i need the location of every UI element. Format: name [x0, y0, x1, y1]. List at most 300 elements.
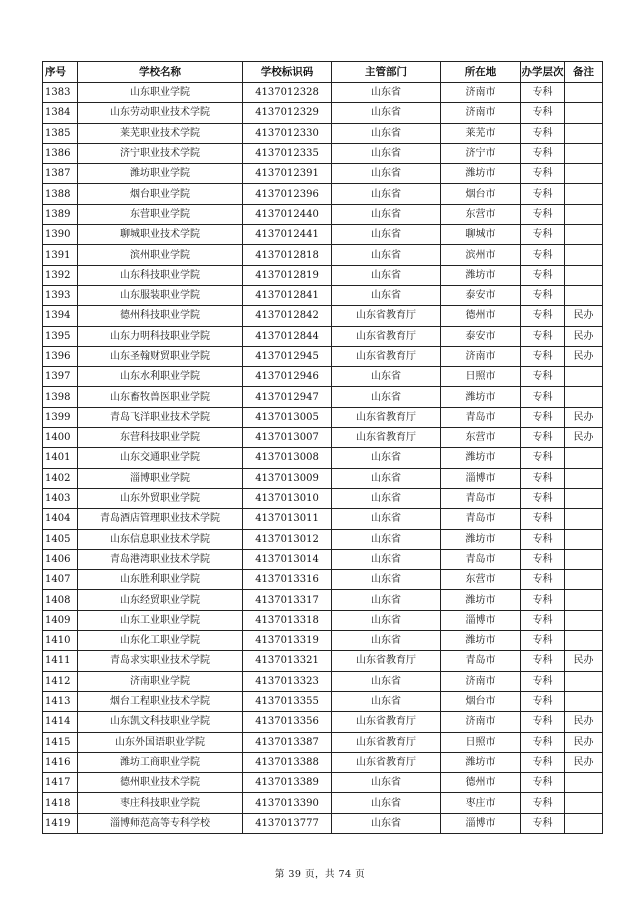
cell-location: 烟台市	[441, 184, 521, 204]
table-body	[43, 83, 603, 834]
cell-school-code: 4137012946	[243, 367, 332, 387]
cell-remark: 民办	[565, 651, 603, 671]
cell-location: 日照市	[441, 367, 521, 387]
cell-school-name: 青岛港湾职业技术学院	[78, 549, 243, 569]
cell-school-name: 济南职业学院	[78, 671, 243, 691]
cell-authority: 山东省	[332, 529, 441, 549]
cell-index: 1393	[43, 285, 78, 305]
cell-index: 1410	[43, 631, 78, 651]
cell-location: 潍坊市	[441, 387, 521, 407]
cell-school-name: 济宁职业技术学院	[78, 143, 243, 163]
cell-level: 专科	[521, 509, 565, 529]
table-row	[43, 651, 603, 671]
cell-school-code: 4137012842	[243, 306, 332, 326]
cell-remark: 民办	[565, 712, 603, 732]
cell-remark: 民办	[565, 306, 603, 326]
cell-location: 济南市	[441, 346, 521, 366]
cell-index: 1385	[43, 123, 78, 143]
cell-level: 专科	[521, 326, 565, 346]
cell-school-code: 4137013007	[243, 428, 332, 448]
table-row	[43, 123, 603, 143]
cell-location: 潍坊市	[441, 164, 521, 184]
cell-remark	[565, 793, 603, 813]
cell-school-code: 4137013319	[243, 631, 332, 651]
table-row	[43, 549, 603, 569]
cell-index: 1398	[43, 387, 78, 407]
cell-index: 1392	[43, 265, 78, 285]
cell-level: 专科	[521, 245, 565, 265]
cell-authority: 山东省教育厅	[332, 346, 441, 366]
cell-location: 东营市	[441, 570, 521, 590]
cell-location: 淄博市	[441, 610, 521, 630]
cell-authority: 山东省	[332, 549, 441, 569]
cell-authority: 山东省教育厅	[332, 752, 441, 772]
page-footer: 第 39 页，共 74 页	[274, 869, 366, 880]
cell-authority: 山东省	[332, 103, 441, 123]
table-row	[43, 164, 603, 184]
cell-level: 专科	[521, 387, 565, 407]
table-row	[43, 671, 603, 691]
cell-index: 1389	[43, 204, 78, 224]
cell-index: 1416	[43, 752, 78, 772]
cell-school-code: 4137012818	[243, 245, 332, 265]
cell-level: 专科	[521, 732, 565, 752]
cell-school-code: 4137013014	[243, 549, 332, 569]
table-row	[43, 813, 603, 833]
document-page	[42, 61, 592, 834]
cell-level: 专科	[521, 225, 565, 245]
cell-remark	[565, 285, 603, 305]
cell-authority: 山东省教育厅	[332, 712, 441, 732]
cell-remark	[565, 143, 603, 163]
cell-level: 专科	[521, 306, 565, 326]
cell-authority: 山东省教育厅	[332, 732, 441, 752]
cell-school-code: 4137013388	[243, 752, 332, 772]
cell-remark	[565, 813, 603, 833]
cell-index: 1405	[43, 529, 78, 549]
cell-school-code: 4137012330	[243, 123, 332, 143]
table-row	[43, 468, 603, 488]
cell-remark	[565, 509, 603, 529]
cell-index: 1403	[43, 488, 78, 508]
table-row	[43, 610, 603, 630]
cell-remark	[565, 184, 603, 204]
cell-authority: 山东省	[332, 225, 441, 245]
cell-school-name: 山东经贸职业学院	[78, 590, 243, 610]
cell-school-code: 4137012328	[243, 83, 332, 103]
cell-school-code: 4137013389	[243, 773, 332, 793]
cell-authority: 山东省	[332, 610, 441, 630]
cell-level: 专科	[521, 488, 565, 508]
table-row	[43, 103, 603, 123]
cell-school-name: 潍坊职业学院	[78, 164, 243, 184]
cell-location: 滨州市	[441, 245, 521, 265]
cell-index: 1402	[43, 468, 78, 488]
cell-school-name: 山东科技职业学院	[78, 265, 243, 285]
cell-location: 青岛市	[441, 509, 521, 529]
cell-remark	[565, 488, 603, 508]
cell-authority: 山东省教育厅	[332, 407, 441, 427]
cell-school-code: 4137012441	[243, 225, 332, 245]
cell-school-code: 4137013356	[243, 712, 332, 732]
cell-level: 专科	[521, 631, 565, 651]
cell-index: 1386	[43, 143, 78, 163]
cell-level: 专科	[521, 549, 565, 569]
cell-school-code: 4137012844	[243, 326, 332, 346]
cell-authority: 山东省	[332, 509, 441, 529]
cell-index: 1383	[43, 83, 78, 103]
cell-school-name: 东营科技职业学院	[78, 428, 243, 448]
cell-remark	[565, 691, 603, 711]
cell-level: 专科	[521, 590, 565, 610]
cell-remark	[565, 164, 603, 184]
table-row	[43, 691, 603, 711]
cell-index: 1388	[43, 184, 78, 204]
cell-school-name: 枣庄科技职业学院	[78, 793, 243, 813]
header-school-code: 学校标识码	[243, 62, 332, 83]
cell-school-name: 山东工业职业学院	[78, 610, 243, 630]
table-row	[43, 570, 603, 590]
cell-school-name: 淄博师范高等专科学校	[78, 813, 243, 833]
cell-index: 1408	[43, 590, 78, 610]
cell-school-code: 4137013010	[243, 488, 332, 508]
cell-remark: 民办	[565, 732, 603, 752]
cell-location: 日照市	[441, 732, 521, 752]
cell-location: 济南市	[441, 83, 521, 103]
cell-location: 泰安市	[441, 285, 521, 305]
table-row	[43, 509, 603, 529]
cell-remark: 民办	[565, 346, 603, 366]
table-row	[43, 732, 603, 752]
table-row	[43, 387, 603, 407]
cell-level: 专科	[521, 813, 565, 833]
cell-index: 1411	[43, 651, 78, 671]
cell-index: 1418	[43, 793, 78, 813]
cell-remark	[565, 773, 603, 793]
cell-level: 专科	[521, 529, 565, 549]
table-row	[43, 306, 603, 326]
cell-school-code: 4137013777	[243, 813, 332, 833]
cell-level: 专科	[521, 712, 565, 732]
cell-level: 专科	[521, 752, 565, 772]
cell-location: 济宁市	[441, 143, 521, 163]
cell-authority: 山东省	[332, 245, 441, 265]
cell-school-name: 莱芜职业技术学院	[78, 123, 243, 143]
cell-school-code: 4137013323	[243, 671, 332, 691]
cell-location: 德州市	[441, 306, 521, 326]
cell-location: 潍坊市	[441, 590, 521, 610]
cell-level: 专科	[521, 164, 565, 184]
cell-index: 1415	[43, 732, 78, 752]
cell-school-code: 4137013318	[243, 610, 332, 630]
cell-remark: 民办	[565, 752, 603, 772]
table-row	[43, 143, 603, 163]
table-row	[43, 346, 603, 366]
cell-remark: 民办	[565, 407, 603, 427]
cell-index: 1384	[43, 103, 78, 123]
cell-index: 1417	[43, 773, 78, 793]
cell-authority: 山东省教育厅	[332, 306, 441, 326]
cell-index: 1397	[43, 367, 78, 387]
cell-authority: 山东省教育厅	[332, 326, 441, 346]
header-authority: 主管部门	[332, 62, 441, 83]
cell-index: 1409	[43, 610, 78, 630]
header-school-name: 学校名称	[78, 62, 243, 83]
cell-level: 专科	[521, 103, 565, 123]
table-row	[43, 793, 603, 813]
table-row	[43, 428, 603, 448]
table-row	[43, 488, 603, 508]
cell-authority: 山东省	[332, 143, 441, 163]
cell-school-name: 烟台职业学院	[78, 184, 243, 204]
header-index: 序号	[43, 62, 78, 83]
cell-school-code: 4137012945	[243, 346, 332, 366]
cell-index: 1412	[43, 671, 78, 691]
cell-index: 1390	[43, 225, 78, 245]
cell-index: 1404	[43, 509, 78, 529]
cell-location: 淄博市	[441, 468, 521, 488]
cell-school-name: 山东力明科技职业学院	[78, 326, 243, 346]
table-row	[43, 83, 603, 103]
table-row	[43, 529, 603, 549]
cell-authority: 山东省	[332, 164, 441, 184]
cell-index: 1395	[43, 326, 78, 346]
cell-level: 专科	[521, 204, 565, 224]
cell-level: 专科	[521, 773, 565, 793]
cell-school-name: 山东畜牧兽医职业学院	[78, 387, 243, 407]
cell-level: 专科	[521, 407, 565, 427]
cell-remark	[565, 103, 603, 123]
cell-index: 1407	[43, 570, 78, 590]
cell-remark	[565, 631, 603, 651]
cell-location: 青岛市	[441, 407, 521, 427]
cell-location: 济南市	[441, 103, 521, 123]
cell-remark	[565, 123, 603, 143]
cell-level: 专科	[521, 428, 565, 448]
cell-location: 东营市	[441, 428, 521, 448]
table-row	[43, 590, 603, 610]
table-row	[43, 752, 603, 772]
cell-authority: 山东省	[332, 631, 441, 651]
cell-index: 1401	[43, 448, 78, 468]
cell-level: 专科	[521, 671, 565, 691]
table-row	[43, 285, 603, 305]
cell-index: 1414	[43, 712, 78, 732]
cell-remark	[565, 570, 603, 590]
table-row	[43, 773, 603, 793]
cell-level: 专科	[521, 651, 565, 671]
cell-remark: 民办	[565, 428, 603, 448]
cell-school-name: 潍坊工商职业学院	[78, 752, 243, 772]
cell-school-name: 山东胜利职业学院	[78, 570, 243, 590]
cell-authority: 山东省教育厅	[332, 651, 441, 671]
cell-school-code: 4137013009	[243, 468, 332, 488]
cell-location: 泰安市	[441, 326, 521, 346]
cell-location: 莱芜市	[441, 123, 521, 143]
cell-school-code: 4137012947	[243, 387, 332, 407]
cell-location: 枣庄市	[441, 793, 521, 813]
cell-level: 专科	[521, 691, 565, 711]
cell-school-code: 4137012819	[243, 265, 332, 285]
cell-school-code: 4137013390	[243, 793, 332, 813]
cell-authority: 山东省	[332, 367, 441, 387]
school-list-table	[42, 61, 603, 834]
cell-school-code: 4137013355	[243, 691, 332, 711]
cell-location: 济南市	[441, 712, 521, 732]
cell-authority: 山东省	[332, 123, 441, 143]
cell-index: 1387	[43, 164, 78, 184]
cell-location: 潍坊市	[441, 631, 521, 651]
cell-index: 1396	[43, 346, 78, 366]
cell-remark	[565, 265, 603, 285]
header-level: 办学层次	[521, 62, 565, 83]
cell-school-name: 滨州职业学院	[78, 245, 243, 265]
cell-school-code: 4137013011	[243, 509, 332, 529]
cell-school-code: 4137012329	[243, 103, 332, 123]
cell-authority: 山东省	[332, 691, 441, 711]
cell-school-name: 烟台工程职业技术学院	[78, 691, 243, 711]
cell-school-name: 山东服装职业学院	[78, 285, 243, 305]
cell-location: 东营市	[441, 204, 521, 224]
cell-authority: 山东省	[332, 590, 441, 610]
cell-remark	[565, 610, 603, 630]
cell-remark	[565, 204, 603, 224]
cell-school-name: 山东圣翰财贸职业学院	[78, 346, 243, 366]
header-remark: 备注	[565, 62, 603, 83]
cell-school-name: 山东信息职业技术学院	[78, 529, 243, 549]
cell-location: 青岛市	[441, 651, 521, 671]
table-row	[43, 631, 603, 651]
table-row	[43, 367, 603, 387]
cell-authority: 山东省	[332, 184, 441, 204]
cell-authority: 山东省	[332, 793, 441, 813]
cell-school-name: 山东交通职业学院	[78, 448, 243, 468]
cell-remark	[565, 245, 603, 265]
cell-authority: 山东省	[332, 204, 441, 224]
cell-authority: 山东省	[332, 83, 441, 103]
cell-level: 专科	[521, 793, 565, 813]
cell-school-name: 德州科技职业学院	[78, 306, 243, 326]
cell-school-name: 青岛酒店管理职业技术学院	[78, 509, 243, 529]
cell-level: 专科	[521, 265, 565, 285]
cell-school-code: 4137012841	[243, 285, 332, 305]
cell-authority: 山东省	[332, 265, 441, 285]
table-row	[43, 407, 603, 427]
cell-school-code: 4137012335	[243, 143, 332, 163]
cell-index: 1391	[43, 245, 78, 265]
cell-remark	[565, 448, 603, 468]
cell-school-name: 山东职业学院	[78, 83, 243, 103]
cell-remark: 民办	[565, 326, 603, 346]
cell-location: 青岛市	[441, 549, 521, 569]
cell-index: 1413	[43, 691, 78, 711]
table-row	[43, 184, 603, 204]
cell-level: 专科	[521, 346, 565, 366]
cell-school-code: 4137013387	[243, 732, 332, 752]
cell-authority: 山东省	[332, 773, 441, 793]
cell-level: 专科	[521, 367, 565, 387]
cell-school-code: 4137012396	[243, 184, 332, 204]
cell-school-name: 山东外国语职业学院	[78, 732, 243, 752]
cell-level: 专科	[521, 184, 565, 204]
cell-school-code: 4137013316	[243, 570, 332, 590]
cell-school-name: 青岛飞洋职业技术学院	[78, 407, 243, 427]
cell-remark	[565, 225, 603, 245]
cell-location: 潍坊市	[441, 448, 521, 468]
table-row	[43, 448, 603, 468]
cell-school-name: 山东水利职业学院	[78, 367, 243, 387]
cell-authority: 山东省	[332, 387, 441, 407]
cell-location: 青岛市	[441, 488, 521, 508]
cell-level: 专科	[521, 285, 565, 305]
cell-school-code: 4137013321	[243, 651, 332, 671]
cell-school-name: 山东凯文科技职业学院	[78, 712, 243, 732]
cell-level: 专科	[521, 83, 565, 103]
cell-remark	[565, 83, 603, 103]
cell-school-name: 山东化工职业学院	[78, 631, 243, 651]
cell-school-code: 4137012391	[243, 164, 332, 184]
cell-school-name: 淄博职业学院	[78, 468, 243, 488]
table-row	[43, 326, 603, 346]
cell-location: 淄博市	[441, 813, 521, 833]
cell-level: 专科	[521, 570, 565, 590]
cell-school-code: 4137013005	[243, 407, 332, 427]
cell-remark	[565, 549, 603, 569]
cell-remark	[565, 468, 603, 488]
table-row	[43, 204, 603, 224]
cell-authority: 山东省	[332, 813, 441, 833]
cell-school-code: 4137013008	[243, 448, 332, 468]
cell-authority: 山东省教育厅	[332, 428, 441, 448]
cell-school-code: 4137012440	[243, 204, 332, 224]
cell-location: 烟台市	[441, 691, 521, 711]
cell-location: 潍坊市	[441, 529, 521, 549]
cell-authority: 山东省	[332, 285, 441, 305]
cell-remark	[565, 387, 603, 407]
table-row	[43, 712, 603, 732]
cell-remark	[565, 529, 603, 549]
table-row	[43, 245, 603, 265]
cell-level: 专科	[521, 123, 565, 143]
cell-index: 1399	[43, 407, 78, 427]
cell-level: 专科	[521, 468, 565, 488]
header-location: 所在地	[441, 62, 521, 83]
cell-index: 1400	[43, 428, 78, 448]
cell-school-name: 山东外贸职业学院	[78, 488, 243, 508]
cell-authority: 山东省	[332, 448, 441, 468]
cell-index: 1394	[43, 306, 78, 326]
table-row	[43, 265, 603, 285]
cell-school-code: 4137013012	[243, 529, 332, 549]
cell-school-name: 东营职业学院	[78, 204, 243, 224]
cell-authority: 山东省	[332, 570, 441, 590]
cell-index: 1419	[43, 813, 78, 833]
cell-authority: 山东省	[332, 468, 441, 488]
cell-level: 专科	[521, 143, 565, 163]
cell-authority: 山东省	[332, 488, 441, 508]
cell-location: 聊城市	[441, 225, 521, 245]
cell-location: 济南市	[441, 671, 521, 691]
cell-remark	[565, 367, 603, 387]
table-header-row	[43, 62, 603, 83]
cell-level: 专科	[521, 448, 565, 468]
cell-level: 专科	[521, 610, 565, 630]
cell-location: 潍坊市	[441, 265, 521, 285]
cell-school-code: 4137013317	[243, 590, 332, 610]
cell-remark	[565, 671, 603, 691]
cell-location: 德州市	[441, 773, 521, 793]
cell-school-name: 青岛求实职业技术学院	[78, 651, 243, 671]
